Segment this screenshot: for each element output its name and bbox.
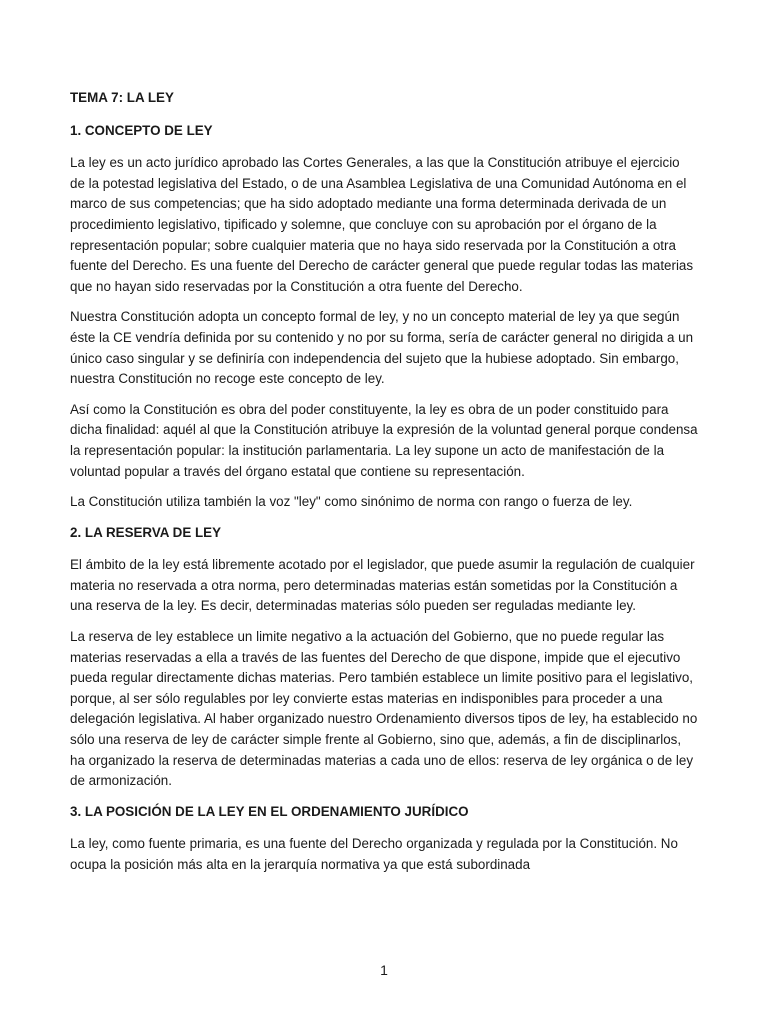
section-reserva — [70, 523, 698, 792]
section-posicion — [70, 802, 698, 876]
paragraph: La Constitución utiliza también la voz "ley" como sinónimo de norma con rango o fuerza de ley. — [70, 494, 633, 510]
paragraph: La reserva de ley establece un limite negativo a la actuación del Gobierno, que no puede regular las materias reservadas a ella a través de las fuentes del Derecho de que dispone, impide que el ejecutivo pueda regular directamente dichas materias. Pero también establece un limite positivo para el legislativo, porque, al ser sólo regulables por ley convierte estas materias en indisponibles para proceder a una delegación legislativa. Al haber organizado nuestro Ordenamiento diversos tipos de ley, ha establecido no sólo una reserva de ley de carácter simple frente al Gobierno, sino que, además, a fin de disciplinarlos, ha organizado la reserva de determinadas materias a cada uno de ellos: reserva de ley orgánica o de ley de armonización. — [70, 629, 698, 789]
paragraph: Nuestra Constitución adopta un concepto formal de ley, y no un concepto material de ley ya que según éste la CE vendría definida por su contenido y no por su forma, sería de carácter general no dirigida a un único caso singular y se definiría con independencia del sujeto que la hubiese adoptado. Sin embargo, nuestra Constitución no recoge este concepto de ley. — [70, 309, 694, 387]
page-number: 1 — [380, 962, 388, 978]
section-concepto — [70, 121, 698, 513]
section-heading: 1. CONCEPTO DE LEY — [70, 122, 213, 138]
paragraph: La ley es un acto jurídico aprobado las Cortes Generales, a las que la Constitución atribuye el ejercicio de la potestad legislativa del Estado, o de una Asamblea Legislativa de una Comunidad Autónoma en el marco de sus competencias; que ha sido adoptado mediante una forma determinada derivada de un procedimiento legislativo, tipificado y solemne, que concluye con su aprobación por el órgano de la representación popular; sobre cualquier materia que no haya sido reservada por la Constitución a otra fuente del Derecho. Es una fuente del Derecho de carácter general que puede regular todas las materias que no hayan sido reservadas por la Constitución a otra fuente del Derecho. — [70, 155, 694, 294]
section-heading: 3. LA POSICIÓN DE LA LEY EN EL ORDENAMIENTO JURÍDICO — [70, 803, 469, 819]
paragraph: Así como la Constitución es obra del poder constituyente, la ley es obra de un poder constituido para dicha finalidad: aquél al que la Constitución atribuye la expresión de la voluntad general porque condensa la representación popular: la institución parlamentaria. La ley supone un acto de manifestación de la voluntad popular a través del órgano estatal que contiene su representación. — [70, 401, 698, 479]
document-title: TEMA 7: LA LEY — [70, 90, 174, 105]
section-heading: 2. LA RESERVA DE LEY — [70, 524, 222, 540]
paragraph: El ámbito de la ley está libremente acotado por el legislador, que puede asumir la regulación de cualquier materia no reservada a otra norma, pero determinadas materias están sometidas por la Constitución a una reserva de la ley. Es decir, determinadas materias sólo pueden ser reguladas mediante ley. — [70, 557, 695, 614]
document-body — [70, 88, 698, 886]
paragraph: La ley, como fuente primaria, es una fuente del Derecho organizada y regulada por la Constitución. No ocupa la posición más alta en la jerarquía normativa ya que está subordinada — [70, 836, 678, 872]
